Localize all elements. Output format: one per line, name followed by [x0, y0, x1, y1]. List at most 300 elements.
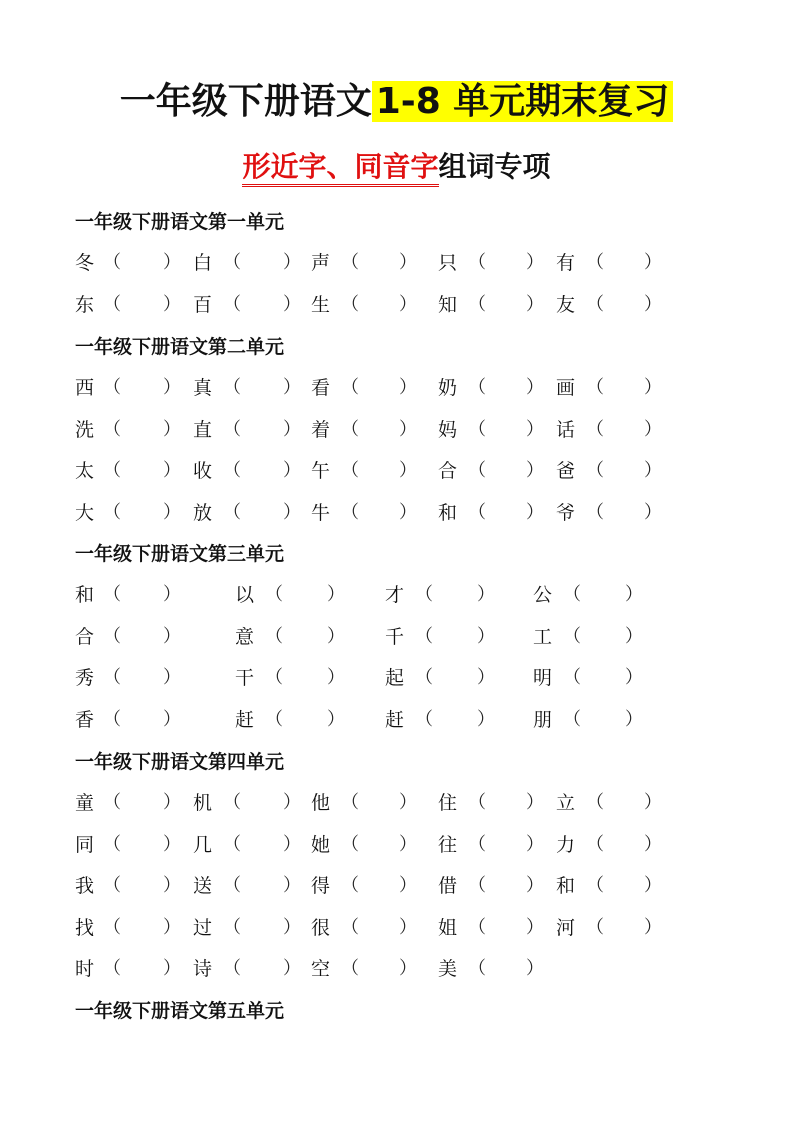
- character: 有: [556, 252, 576, 274]
- word-blank: [311, 789, 417, 817]
- character: 河: [556, 916, 576, 939]
- blank-open-paren[interactable]: （: [223, 460, 241, 482]
- blank-close-paren: ）: [163, 418, 181, 440]
- character: 借: [438, 875, 458, 898]
- character: 大: [75, 501, 95, 524]
- word-blank: [311, 831, 417, 859]
- blank-close-paren: ）: [327, 584, 345, 605]
- character: 午: [311, 460, 331, 483]
- blank-open-paren[interactable]: （: [103, 501, 121, 523]
- blank-close-paren: ）: [644, 460, 662, 482]
- word-blank: [533, 581, 643, 609]
- exercise-row: [0, 914, 793, 942]
- blank-open-paren[interactable]: （: [586, 293, 604, 315]
- word-blank: [75, 831, 181, 859]
- character: 合: [438, 460, 458, 483]
- blank-close-paren: ）: [399, 252, 417, 273]
- blank-open-paren[interactable]: （: [586, 833, 604, 855]
- blank-close-paren: ）: [644, 377, 662, 398]
- character: 同: [75, 833, 95, 856]
- blank-close-paren: ）: [283, 460, 301, 482]
- exercise-row: [0, 416, 793, 444]
- word-blank: [311, 457, 417, 485]
- word-blank: [438, 955, 544, 983]
- character: 牛: [311, 501, 331, 524]
- word-blank: [75, 291, 181, 319]
- blank-close-paren: ）: [163, 833, 181, 855]
- word-blank: [311, 914, 417, 942]
- blank-close-paren: ）: [163, 377, 181, 398]
- character: 冬: [75, 252, 95, 274]
- character: 爸: [556, 460, 576, 483]
- word-blank: [193, 291, 301, 319]
- blank-open-paren[interactable]: （: [223, 252, 241, 273]
- character: 收: [193, 460, 213, 483]
- character: 赶: [235, 708, 255, 731]
- character: 机: [193, 792, 213, 814]
- character: 立: [556, 792, 576, 814]
- blank-close-paren: ）: [477, 667, 495, 689]
- blank-open-paren[interactable]: （: [103, 293, 121, 315]
- blank-open-paren[interactable]: （: [341, 377, 359, 398]
- blank-open-paren[interactable]: （: [223, 792, 241, 813]
- blank-open-paren[interactable]: （: [103, 792, 121, 813]
- blank-open-paren[interactable]: （: [586, 501, 604, 523]
- character: 百: [193, 293, 213, 316]
- word-blank: [75, 457, 181, 485]
- blank-open-paren[interactable]: （: [103, 584, 121, 605]
- blank-close-paren: ）: [526, 418, 544, 440]
- character: 姐: [438, 916, 458, 939]
- word-blank: [556, 831, 662, 859]
- blank-close-paren: ）: [644, 792, 662, 813]
- character: 她: [311, 833, 331, 856]
- blank-close-paren: ）: [283, 377, 301, 398]
- blank-close-paren: ）: [163, 708, 181, 730]
- blank-open-paren[interactable]: （: [103, 252, 121, 273]
- blank-open-paren[interactable]: （: [586, 460, 604, 482]
- blank-open-paren[interactable]: （: [415, 667, 433, 689]
- character: 明: [533, 667, 553, 690]
- word-blank: [556, 249, 662, 277]
- character: 干: [235, 667, 255, 690]
- word-blank: [75, 623, 181, 651]
- blank-close-paren: ）: [477, 625, 495, 647]
- blank-close-paren: ）: [163, 501, 181, 523]
- character: 白: [193, 252, 213, 274]
- character: 才: [385, 584, 405, 606]
- blank-close-paren: ）: [526, 460, 544, 482]
- blank-close-paren: ）: [526, 377, 544, 398]
- word-blank: [556, 499, 662, 527]
- blank-close-paren: ）: [625, 625, 643, 647]
- blank-open-paren[interactable]: （: [341, 916, 359, 938]
- exercise-row: [0, 955, 793, 983]
- word-blank: [193, 872, 301, 900]
- word-blank: [75, 581, 181, 609]
- word-blank: [438, 831, 544, 859]
- blank-close-paren: ）: [283, 792, 301, 813]
- word-blank: [193, 914, 301, 942]
- word-blank: [385, 623, 495, 651]
- word-blank: [75, 374, 181, 402]
- blank-open-paren[interactable]: （: [103, 708, 121, 730]
- exercise-row: [0, 249, 793, 277]
- blank-close-paren: ）: [526, 293, 544, 315]
- character: 和: [75, 584, 95, 606]
- word-blank: [235, 664, 345, 692]
- word-blank: [438, 249, 544, 277]
- blank-open-paren[interactable]: （: [341, 293, 359, 315]
- blank-close-paren: ）: [327, 625, 345, 647]
- blank-close-paren: ）: [163, 875, 181, 897]
- character: 爷: [556, 501, 576, 524]
- blank-close-paren: ）: [399, 958, 417, 980]
- word-blank: [556, 914, 662, 942]
- word-blank: [75, 789, 181, 817]
- blank-close-paren: ）: [283, 875, 301, 897]
- word-blank: [193, 374, 301, 402]
- character: 妈: [438, 418, 458, 441]
- blank-open-paren[interactable]: （: [586, 875, 604, 897]
- word-blank: [75, 249, 181, 277]
- character: 合: [75, 625, 95, 648]
- blank-close-paren: ）: [163, 916, 181, 938]
- blank-open-paren[interactable]: （: [468, 377, 486, 398]
- blank-open-paren[interactable]: （: [563, 625, 581, 647]
- blank-open-paren[interactable]: （: [468, 293, 486, 315]
- blank-close-paren: ）: [163, 460, 181, 482]
- word-blank: [311, 499, 417, 527]
- word-blank: [556, 291, 662, 319]
- exercise-row: [0, 581, 793, 609]
- character: 着: [311, 418, 331, 441]
- blank-open-paren[interactable]: （: [586, 377, 604, 398]
- document-title: [0, 72, 793, 132]
- character: 奶: [438, 377, 458, 399]
- blank-close-paren: ）: [163, 958, 181, 980]
- character: 过: [193, 916, 213, 939]
- character: 工: [533, 625, 553, 648]
- blank-close-paren: ）: [526, 833, 544, 855]
- word-blank: [193, 955, 301, 983]
- word-blank: [75, 914, 181, 942]
- blank-close-paren: ）: [399, 916, 417, 938]
- exercise-row: [0, 457, 793, 485]
- character: 知: [438, 293, 458, 316]
- character: 往: [438, 833, 458, 856]
- blank-open-paren[interactable]: （: [341, 501, 359, 523]
- document-subtitle: [0, 142, 793, 192]
- character: 美: [438, 958, 458, 981]
- blank-close-paren: ）: [399, 833, 417, 855]
- character: 诗: [193, 958, 213, 981]
- character: 童: [75, 792, 95, 814]
- word-blank: [311, 374, 417, 402]
- character: 真: [193, 377, 213, 399]
- character: 他: [311, 792, 331, 814]
- character: 看: [311, 377, 331, 399]
- blank-open-paren[interactable]: （: [223, 293, 241, 315]
- blank-close-paren: ）: [625, 667, 643, 689]
- blank-close-paren: ）: [644, 916, 662, 938]
- word-blank: [438, 914, 544, 942]
- blank-open-paren[interactable]: （: [223, 833, 241, 855]
- word-blank: [311, 291, 417, 319]
- blank-close-paren: ）: [163, 792, 181, 813]
- blank-open-paren[interactable]: （: [341, 252, 359, 273]
- blank-close-paren: ）: [399, 792, 417, 813]
- blank-open-paren[interactable]: （: [265, 625, 283, 647]
- blank-open-paren[interactable]: （: [468, 958, 486, 980]
- blank-close-paren: ）: [644, 418, 662, 440]
- exercise-row: [0, 623, 793, 651]
- word-blank: [438, 872, 544, 900]
- blank-open-paren[interactable]: （: [468, 792, 486, 813]
- word-blank: [438, 416, 544, 444]
- word-blank: [438, 789, 544, 817]
- word-blank: [556, 416, 662, 444]
- exercise-row: [0, 499, 793, 527]
- blank-open-paren[interactable]: （: [103, 916, 121, 938]
- unit-heading: 一年级下册语文第一单元: [75, 211, 285, 233]
- blank-close-paren: ）: [477, 584, 495, 605]
- word-blank: [75, 416, 181, 444]
- character: 赶: [385, 708, 405, 731]
- blank-open-paren[interactable]: （: [468, 418, 486, 440]
- blank-close-paren: ）: [644, 293, 662, 315]
- blank-open-paren[interactable]: （: [468, 460, 486, 482]
- blank-close-paren: ）: [526, 792, 544, 813]
- blank-open-paren[interactable]: （: [265, 667, 283, 689]
- blank-open-paren[interactable]: （: [586, 916, 604, 938]
- blank-close-paren: ）: [526, 875, 544, 897]
- blank-open-paren[interactable]: （: [563, 584, 581, 605]
- character: 友: [556, 293, 576, 316]
- word-blank: [311, 872, 417, 900]
- character: 放: [193, 501, 213, 524]
- word-blank: [556, 789, 662, 817]
- blank-open-paren[interactable]: （: [563, 708, 581, 730]
- blank-open-paren[interactable]: （: [341, 418, 359, 440]
- subtitle-black: 组词专项: [438, 150, 551, 183]
- blank-close-paren: ）: [644, 501, 662, 523]
- blank-open-paren[interactable]: （: [415, 584, 433, 605]
- blank-open-paren[interactable]: （: [468, 833, 486, 855]
- blank-close-paren: ）: [526, 501, 544, 523]
- exercise-row: [0, 374, 793, 402]
- character: 东: [75, 293, 95, 316]
- blank-open-paren[interactable]: （: [341, 958, 359, 980]
- character: 很: [311, 916, 331, 939]
- word-blank: [438, 374, 544, 402]
- word-blank: [75, 499, 181, 527]
- word-blank: [235, 706, 345, 734]
- blank-open-paren[interactable]: （: [468, 875, 486, 897]
- character: 意: [235, 625, 255, 648]
- exercise-row: [0, 789, 793, 817]
- blank-open-paren[interactable]: （: [415, 708, 433, 730]
- blank-close-paren: ）: [399, 501, 417, 523]
- character: 我: [75, 875, 95, 898]
- blank-close-paren: ）: [283, 501, 301, 523]
- blank-open-paren[interactable]: （: [586, 418, 604, 440]
- word-blank: [385, 706, 495, 734]
- word-blank: [556, 374, 662, 402]
- character: 秀: [75, 667, 95, 690]
- character: 得: [311, 875, 331, 898]
- blank-close-paren: ）: [163, 625, 181, 647]
- word-blank: [438, 457, 544, 485]
- exercise-row: [0, 664, 793, 692]
- word-blank: [75, 955, 181, 983]
- blank-open-paren[interactable]: （: [265, 584, 283, 605]
- blank-open-paren[interactable]: （: [341, 792, 359, 813]
- character: 力: [556, 833, 576, 856]
- word-blank: [556, 872, 662, 900]
- character: 公: [533, 584, 553, 606]
- character: 住: [438, 792, 458, 814]
- blank-close-paren: ）: [163, 584, 181, 605]
- blank-close-paren: ）: [163, 293, 181, 315]
- unit-heading: 一年级下册语文第四单元: [75, 751, 285, 773]
- exercise-row: [0, 706, 793, 734]
- blank-open-paren[interactable]: （: [341, 833, 359, 855]
- word-blank: [311, 955, 417, 983]
- blank-close-paren: ）: [644, 833, 662, 855]
- blank-close-paren: ）: [526, 916, 544, 938]
- blank-open-paren[interactable]: （: [468, 916, 486, 938]
- blank-open-paren[interactable]: （: [103, 958, 121, 980]
- character: 话: [556, 418, 576, 441]
- blank-open-paren[interactable]: （: [586, 792, 604, 813]
- blank-close-paren: ）: [327, 667, 345, 689]
- character: 直: [193, 418, 213, 441]
- blank-close-paren: ）: [477, 708, 495, 730]
- word-blank: [311, 416, 417, 444]
- word-blank: [311, 249, 417, 277]
- blank-open-paren[interactable]: （: [103, 625, 121, 647]
- blank-close-paren: ）: [283, 958, 301, 980]
- word-blank: [235, 581, 345, 609]
- blank-close-paren: ）: [327, 708, 345, 730]
- blank-open-paren[interactable]: （: [223, 418, 241, 440]
- blank-open-paren[interactable]: （: [103, 833, 121, 855]
- character: 找: [75, 916, 95, 939]
- character: 太: [75, 460, 95, 483]
- word-blank: [193, 457, 301, 485]
- blank-close-paren: ）: [399, 418, 417, 440]
- character: 千: [385, 625, 405, 648]
- blank-close-paren: ）: [163, 667, 181, 689]
- title-main: 一年级下册语文: [119, 81, 372, 122]
- character: 洗: [75, 418, 95, 441]
- word-blank: [75, 664, 181, 692]
- blank-open-paren[interactable]: （: [468, 501, 486, 523]
- word-blank: [533, 664, 643, 692]
- blank-open-paren[interactable]: （: [223, 916, 241, 938]
- word-blank: [438, 499, 544, 527]
- character: 和: [438, 501, 458, 524]
- word-blank: [193, 831, 301, 859]
- blank-close-paren: ）: [283, 293, 301, 315]
- word-blank: [533, 706, 643, 734]
- title-highlight: 1-8 单元期末复习: [372, 81, 674, 122]
- blank-close-paren: ）: [283, 833, 301, 855]
- blank-close-paren: ）: [163, 252, 181, 273]
- character: 朋: [533, 708, 553, 731]
- blank-close-paren: ）: [625, 708, 643, 730]
- blank-close-paren: ）: [399, 377, 417, 398]
- word-blank: [75, 872, 181, 900]
- character: 生: [311, 293, 331, 316]
- character: 只: [438, 252, 458, 274]
- subtitle-red: 形近字、同音字: [242, 150, 438, 187]
- character: 西: [75, 377, 95, 399]
- blank-open-paren[interactable]: （: [223, 501, 241, 523]
- blank-open-paren[interactable]: （: [103, 667, 121, 689]
- blank-open-paren[interactable]: （: [265, 708, 283, 730]
- word-blank: [193, 249, 301, 277]
- blank-open-paren[interactable]: （: [223, 875, 241, 897]
- blank-open-paren[interactable]: （: [223, 958, 241, 980]
- word-blank: [75, 706, 181, 734]
- character: 画: [556, 377, 576, 399]
- blank-close-paren: ）: [283, 252, 301, 273]
- character: 声: [311, 252, 331, 274]
- blank-open-paren[interactable]: （: [341, 875, 359, 897]
- character: 空: [311, 958, 331, 981]
- blank-open-paren[interactable]: （: [563, 667, 581, 689]
- unit-heading: 一年级下册语文第三单元: [75, 543, 285, 565]
- blank-open-paren[interactable]: （: [415, 625, 433, 647]
- blank-close-paren: ）: [399, 875, 417, 897]
- word-blank: [193, 789, 301, 817]
- blank-close-paren: ）: [526, 958, 544, 980]
- character: 以: [235, 584, 255, 606]
- blank-open-paren[interactable]: （: [103, 460, 121, 482]
- word-blank: [438, 291, 544, 319]
- blank-open-paren[interactable]: （: [103, 377, 121, 398]
- word-blank: [193, 416, 301, 444]
- exercise-row: [0, 291, 793, 319]
- blank-open-paren[interactable]: （: [341, 460, 359, 482]
- blank-open-paren[interactable]: （: [103, 875, 121, 897]
- blank-close-paren: ）: [625, 584, 643, 605]
- blank-open-paren[interactable]: （: [468, 252, 486, 273]
- blank-open-paren[interactable]: （: [586, 252, 604, 273]
- character: 送: [193, 875, 213, 898]
- blank-close-paren: ）: [399, 460, 417, 482]
- blank-close-paren: ）: [644, 875, 662, 897]
- word-blank: [235, 623, 345, 651]
- exercise-row: [0, 831, 793, 859]
- character: 时: [75, 958, 95, 981]
- word-blank: [556, 457, 662, 485]
- unit-heading: 一年级下册语文第五单元: [75, 1000, 285, 1022]
- word-blank: [385, 664, 495, 692]
- word-blank: [193, 499, 301, 527]
- blank-open-paren[interactable]: （: [223, 377, 241, 398]
- character: 几: [193, 833, 213, 856]
- blank-close-paren: ）: [644, 252, 662, 273]
- blank-close-paren: ）: [399, 293, 417, 315]
- blank-open-paren[interactable]: （: [103, 418, 121, 440]
- word-blank: [385, 581, 495, 609]
- character: 起: [385, 667, 405, 690]
- word-blank: [533, 623, 643, 651]
- exercise-row: [0, 872, 793, 900]
